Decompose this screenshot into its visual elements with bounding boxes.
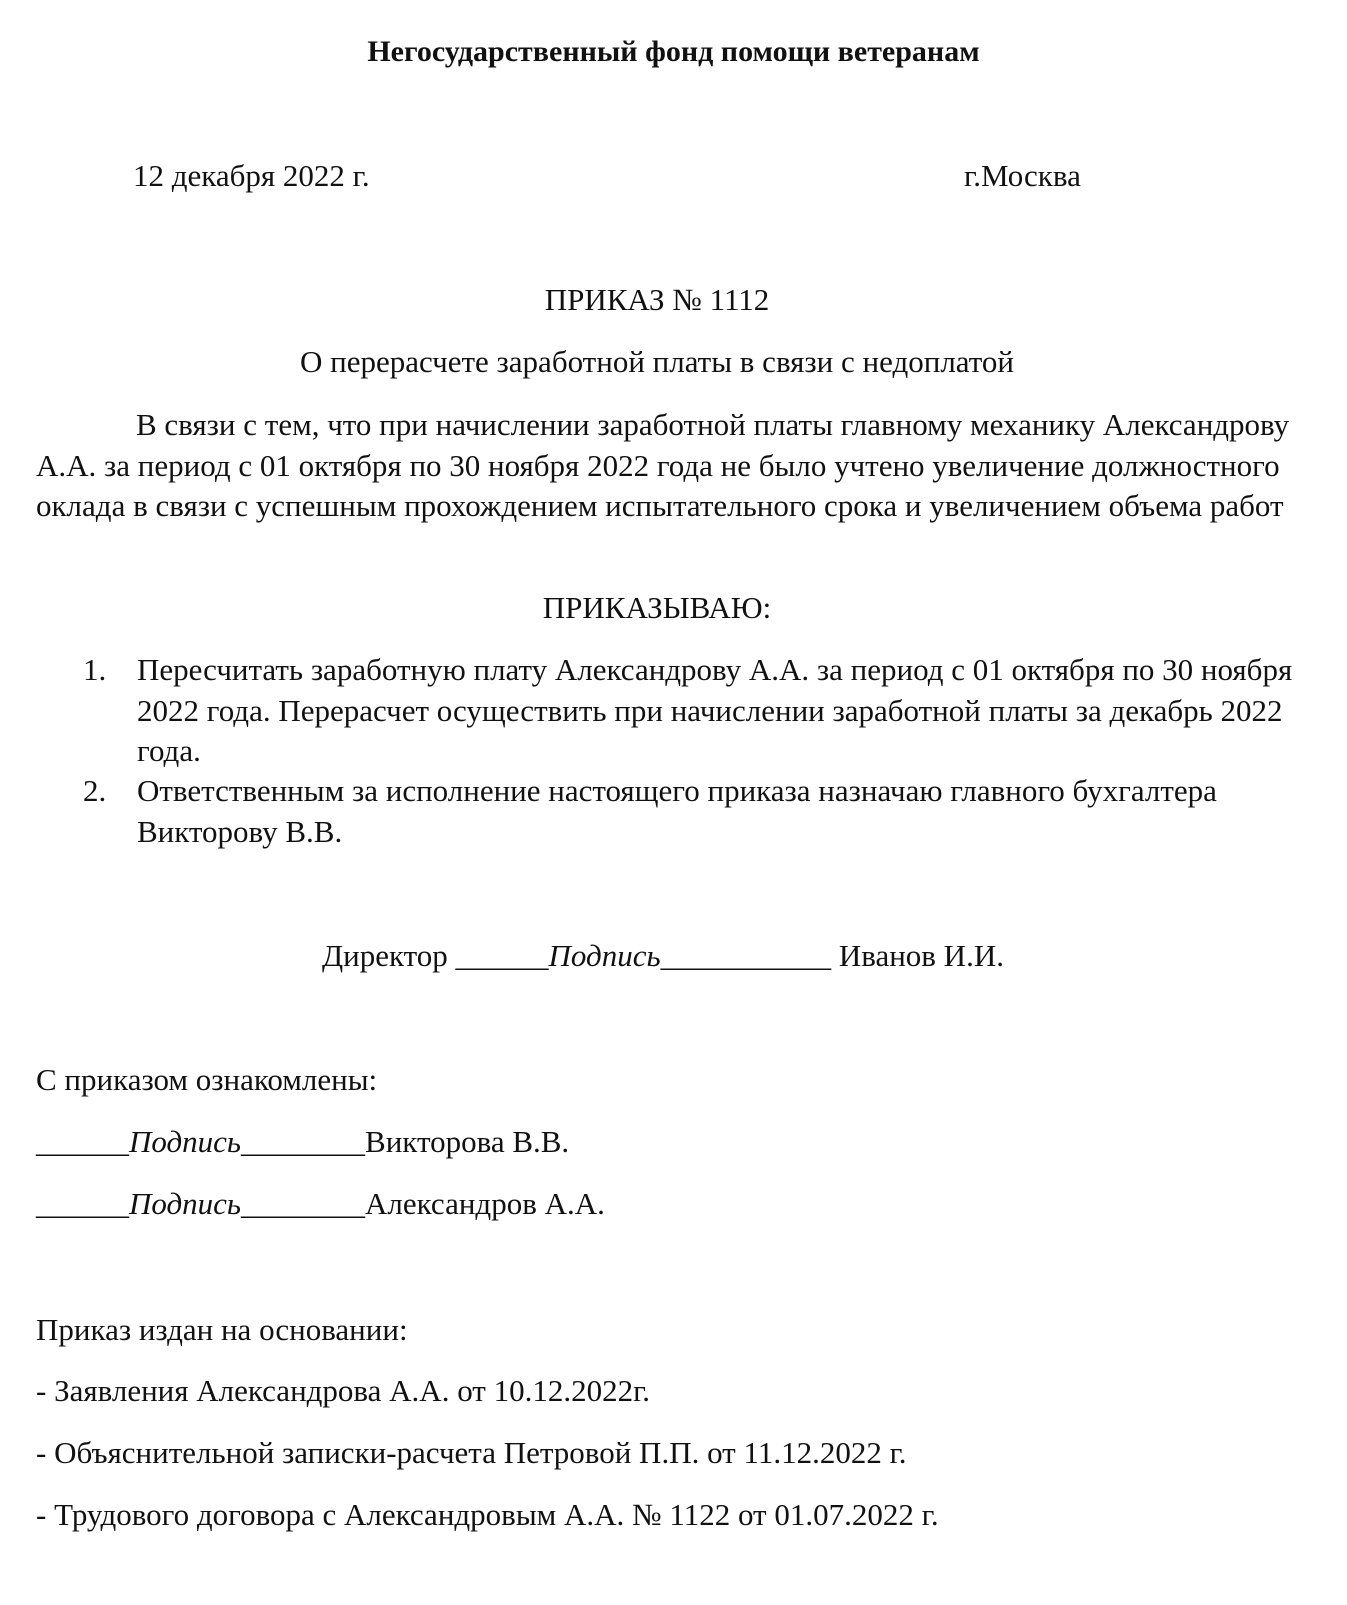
signer-name: Александров А.А. — [365, 1186, 605, 1221]
director-signature-line — [322, 936, 1004, 976]
list-item-number: 2. — [83, 773, 107, 808]
signature-underline: ________ — [241, 1186, 366, 1221]
signature-placeholder: Подпись — [129, 1124, 242, 1159]
director-title: Директор — [322, 938, 448, 973]
order-date: 12 декабря 2022 г. — [133, 158, 370, 193]
acquainted-signature-row — [36, 1184, 605, 1224]
signer-name: Викторова В.В. — [365, 1124, 570, 1159]
list-item-text: Ответственным за исполнение настоящего приказа назначаю главного бухгалтера Викторову В.В. — [137, 773, 1217, 849]
acquainted-label: С приказом ознакомлены: — [36, 1062, 378, 1097]
order-word: ПРИКАЗЫВАЮ: — [542, 590, 772, 625]
signature-underline: ______ — [455, 938, 549, 973]
signature-underline: ______ — [36, 1124, 129, 1159]
signature-underline: ______ — [36, 1186, 129, 1221]
basis-item: - Объяснительной записки-расчета Петровой П.П. от 11.12.2022 г. — [36, 1435, 907, 1470]
signature-underline: ___________ — [660, 938, 832, 973]
director-name: Иванов И.И. — [838, 938, 1004, 973]
acquainted-signature-row — [36, 1122, 569, 1162]
signature-placeholder: Подпись — [548, 938, 661, 973]
list-item-number: 1. — [83, 652, 107, 687]
signature-placeholder: Подпись — [129, 1186, 242, 1221]
order-subject: О перерасчете заработной платы в связи с недоплатой — [300, 344, 1014, 379]
order-city: г.Москва — [964, 158, 1081, 193]
organization-name: Негосударственный фонд помощи ветеранам — [367, 35, 980, 68]
list-item-text: Пересчитать заработную плату Александрову А.А. за период с 01 октября по 30 ноября 2022 года. Перерасчет осуществить при начислении заработной платы за декабрь 2022 года. — [137, 652, 1293, 768]
preamble-paragraph: В связи с тем, что при начислении заработной платы главному механику Александрову А.А. за период с 01 октября по 30 ноября 2022 года не было учтено увеличение должностного оклада в связи с успешным прохождением испытательного срока и увеличением объема работ — [36, 407, 1290, 523]
signature-underline: ________ — [241, 1124, 366, 1159]
order-title: ПРИКАЗ № 1112 — [544, 282, 770, 317]
basis-label: Приказ издан на основании: — [36, 1312, 408, 1347]
basis-item: - Заявления Александрова А.А. от 10.12.2022г. — [36, 1373, 651, 1408]
basis-item: - Трудового договора с Александровым А.А. № 1122 от 01.07.2022 г. — [36, 1497, 939, 1532]
